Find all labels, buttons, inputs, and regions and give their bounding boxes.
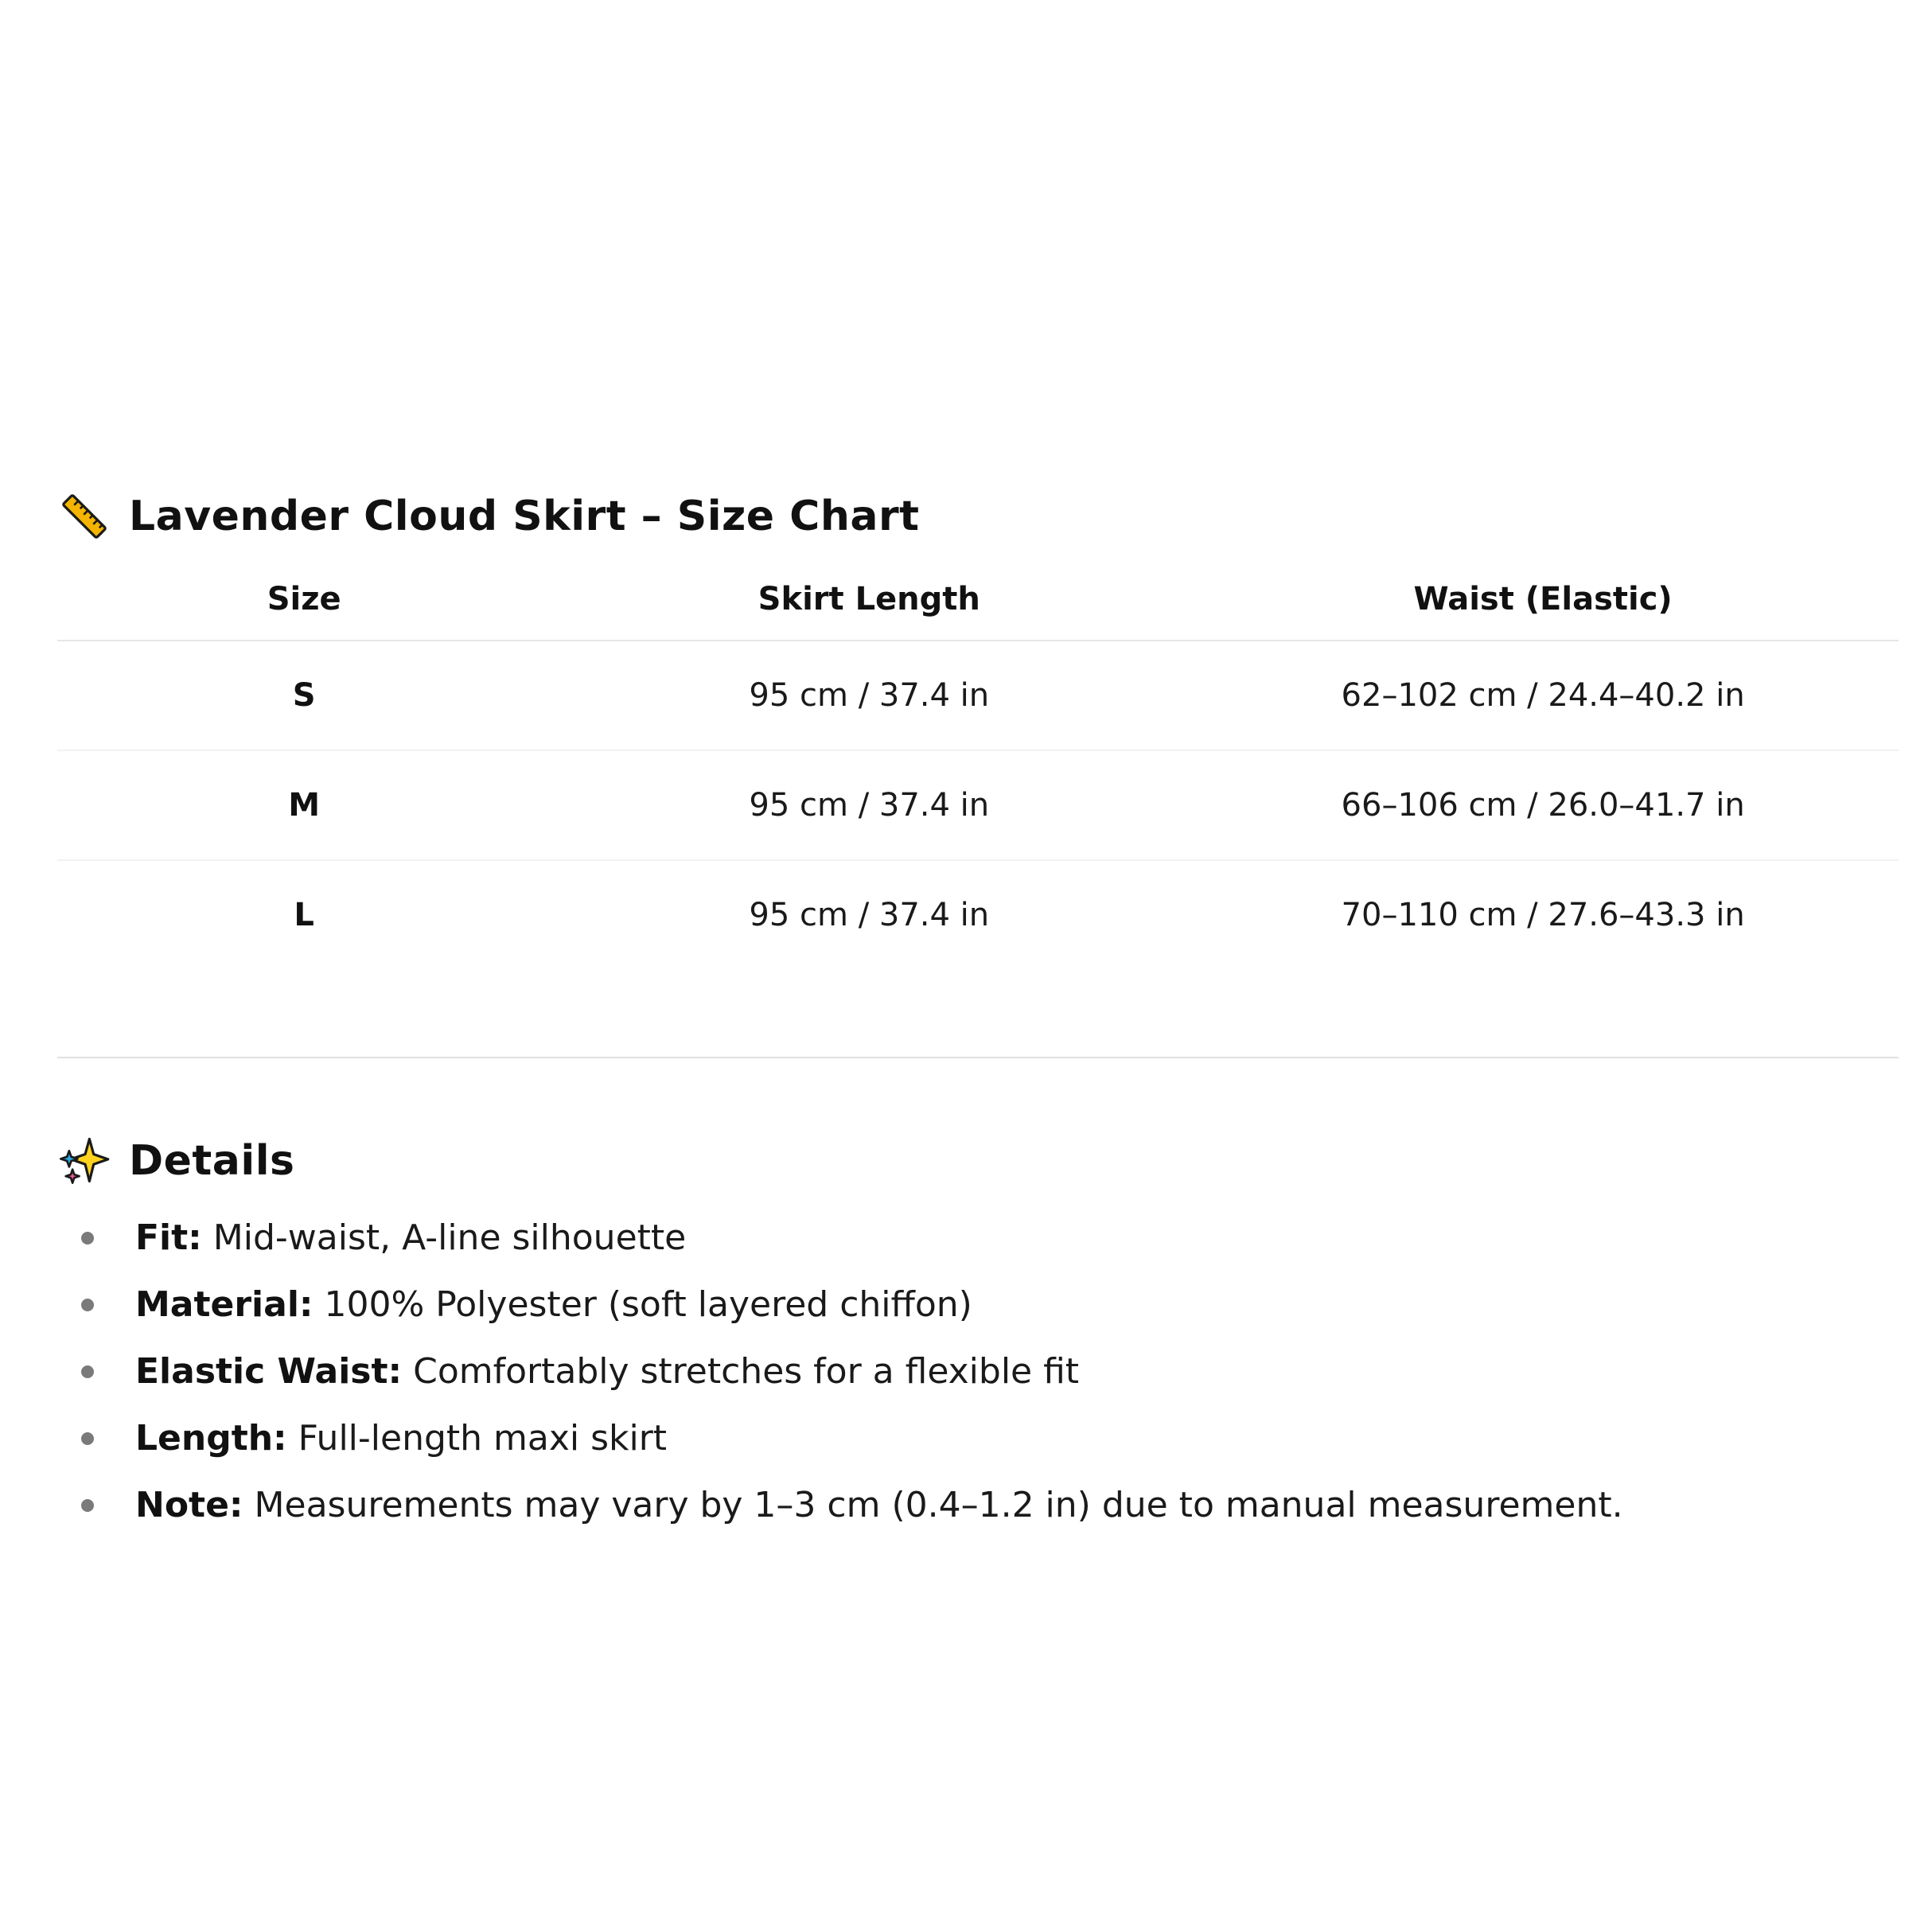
bullet-icon — [81, 1299, 94, 1311]
detail-text: Measurements may vary by 1–3 cm (0.4–1.2 in) due to manual measurement. — [254, 1485, 1623, 1525]
details-list — [57, 1205, 1899, 1539]
length-cell: 95 cm / 37.4 in — [551, 641, 1187, 750]
page — [57, 0, 1899, 1932]
bullet-icon — [81, 1499, 94, 1512]
details-section — [57, 1125, 1899, 1539]
size-cell: M — [57, 750, 551, 860]
detail-text: Mid-waist, A-line silhouette — [212, 1217, 687, 1258]
table-row — [57, 860, 1899, 969]
list-item — [57, 1338, 1899, 1405]
detail-label: Fit: — [135, 1217, 202, 1258]
sparkles-icon — [57, 1134, 111, 1188]
waist-cell: 70–110 cm / 27.6–43.3 in — [1341, 897, 1745, 933]
detail-text: Comfortably stretches for a flexible fit — [413, 1351, 1080, 1392]
details-title: Details — [129, 1137, 295, 1185]
bullet-icon — [81, 1365, 94, 1378]
header-skirt-length: Skirt Length — [551, 559, 1187, 641]
detail-label: Note: — [135, 1485, 243, 1525]
length-cell: 95 cm / 37.4 in — [551, 750, 1187, 860]
table-row — [57, 750, 1899, 860]
list-item — [57, 1205, 1899, 1272]
size-chart-section — [57, 481, 1899, 969]
size-chart-title: Lavender Cloud Skirt – Size Chart — [129, 493, 920, 540]
header-size: Size — [57, 559, 551, 641]
detail-label: Elastic Waist: — [135, 1351, 403, 1392]
detail-label: Length: — [135, 1418, 287, 1459]
list-item — [57, 1472, 1899, 1539]
section-divider — [57, 1057, 1899, 1058]
length-cell: 95 cm / 37.4 in — [749, 897, 990, 933]
waist-cell: 62–102 cm / 24.4–40.2 in — [1187, 641, 1899, 750]
list-item — [57, 1405, 1899, 1472]
waist-cell: 66–106 cm / 26.0–41.7 in — [1187, 750, 1899, 860]
bullet-icon — [81, 1432, 94, 1445]
bullet-icon — [81, 1232, 94, 1245]
detail-label: Material: — [135, 1284, 314, 1325]
size-chart-heading — [57, 481, 1899, 552]
table-header-row — [57, 559, 1899, 641]
size-table — [57, 559, 1899, 969]
details-heading — [57, 1125, 1899, 1197]
ruler-icon — [57, 489, 111, 543]
detail-text: Full-length maxi skirt — [298, 1418, 668, 1459]
table-row — [57, 641, 1899, 750]
size-cell: L — [294, 897, 314, 933]
list-item — [57, 1272, 1899, 1338]
detail-text: 100% Polyester (soft layered chiffon) — [324, 1284, 972, 1325]
size-cell: S — [57, 641, 551, 750]
header-waist: Waist (Elastic) — [1187, 559, 1899, 641]
